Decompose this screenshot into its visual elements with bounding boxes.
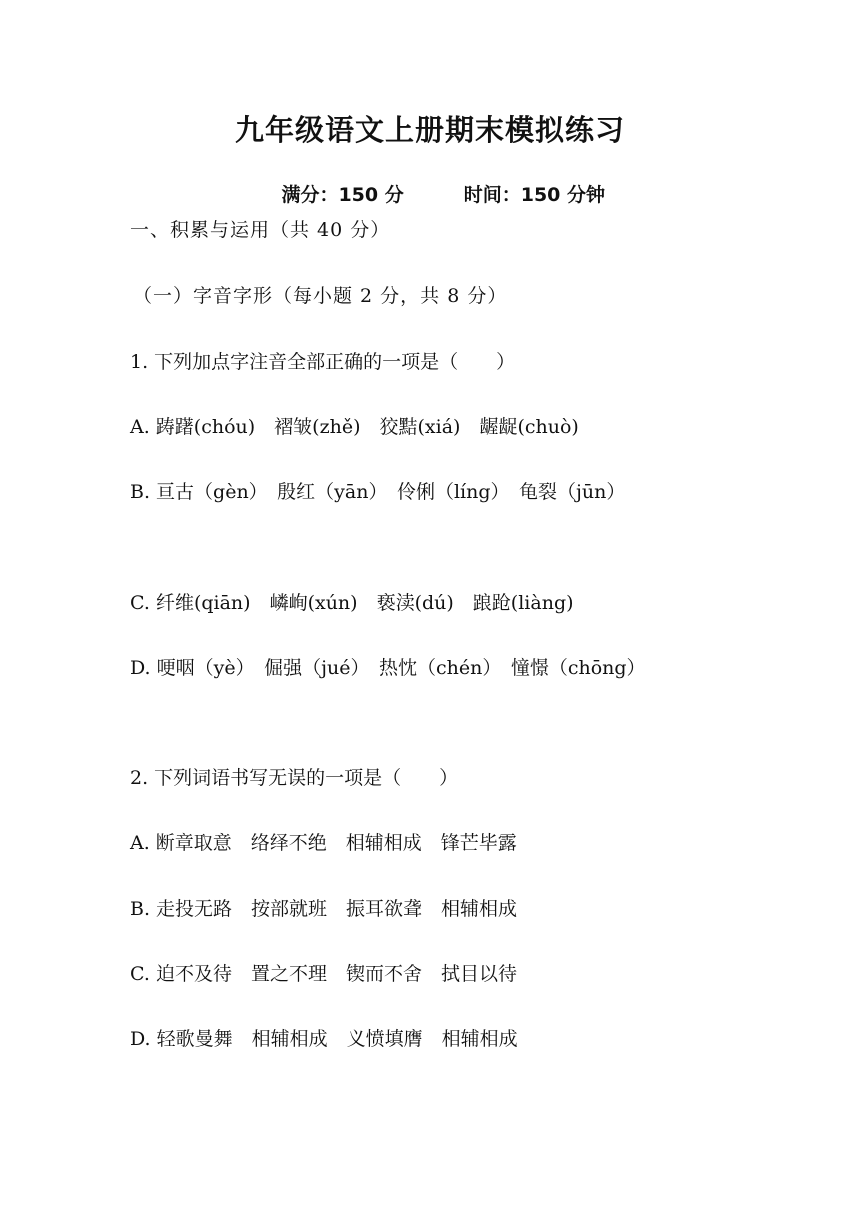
question-2-option-d: D. 轻歌曼舞 相辅相成 义愤填膺 相辅相成 — [130, 1028, 518, 1050]
question-1-option-b: B. 亘古（gèn） 殷红（yān） 伶俐（líng） 龟裂（jūn） — [130, 481, 626, 503]
exam-time: 时间：150 分钟 — [463, 184, 606, 206]
question-2-option-a: A. 断章取意 络绎不绝 相辅相成 锋芒毕露 — [130, 832, 517, 854]
question-2-option-c: C. 迫不及待 置之不理 锲而不舍 拭目以待 — [130, 963, 517, 985]
question-1-option-c: C. 纤维(qiān) 嶙峋(xún) 亵渎(dú) 踉跄(liàng) — [130, 592, 574, 614]
question-2-stem: 2. 下列词语书写无误的一项是（ ） — [130, 767, 459, 789]
page-title: 九年级语文上册期末模拟练习 — [234, 113, 625, 147]
question-1-option-a: A. 踌躇(chóu) 褶皱(zhě) 狡黠(xiá) 龌龊(chuò) — [130, 416, 579, 438]
question-1-stem: 1. 下列加点字注音全部正确的一项是（ ） — [130, 351, 516, 373]
question-1-option-d: D. 哽咽（yè） 倔强（jué） 热忱（chén） 憧憬（chōng） — [130, 657, 646, 679]
section-heading: 一、积累与运用（共 40 分） — [130, 219, 391, 241]
full-score: 满分：150 分 — [281, 184, 404, 206]
subsection-heading: （一）字音字形（每小题 2 分，共 8 分） — [133, 285, 508, 307]
question-2-option-b: B. 走投无路 按部就班 振耳欲聋 相辅相成 — [130, 898, 518, 920]
